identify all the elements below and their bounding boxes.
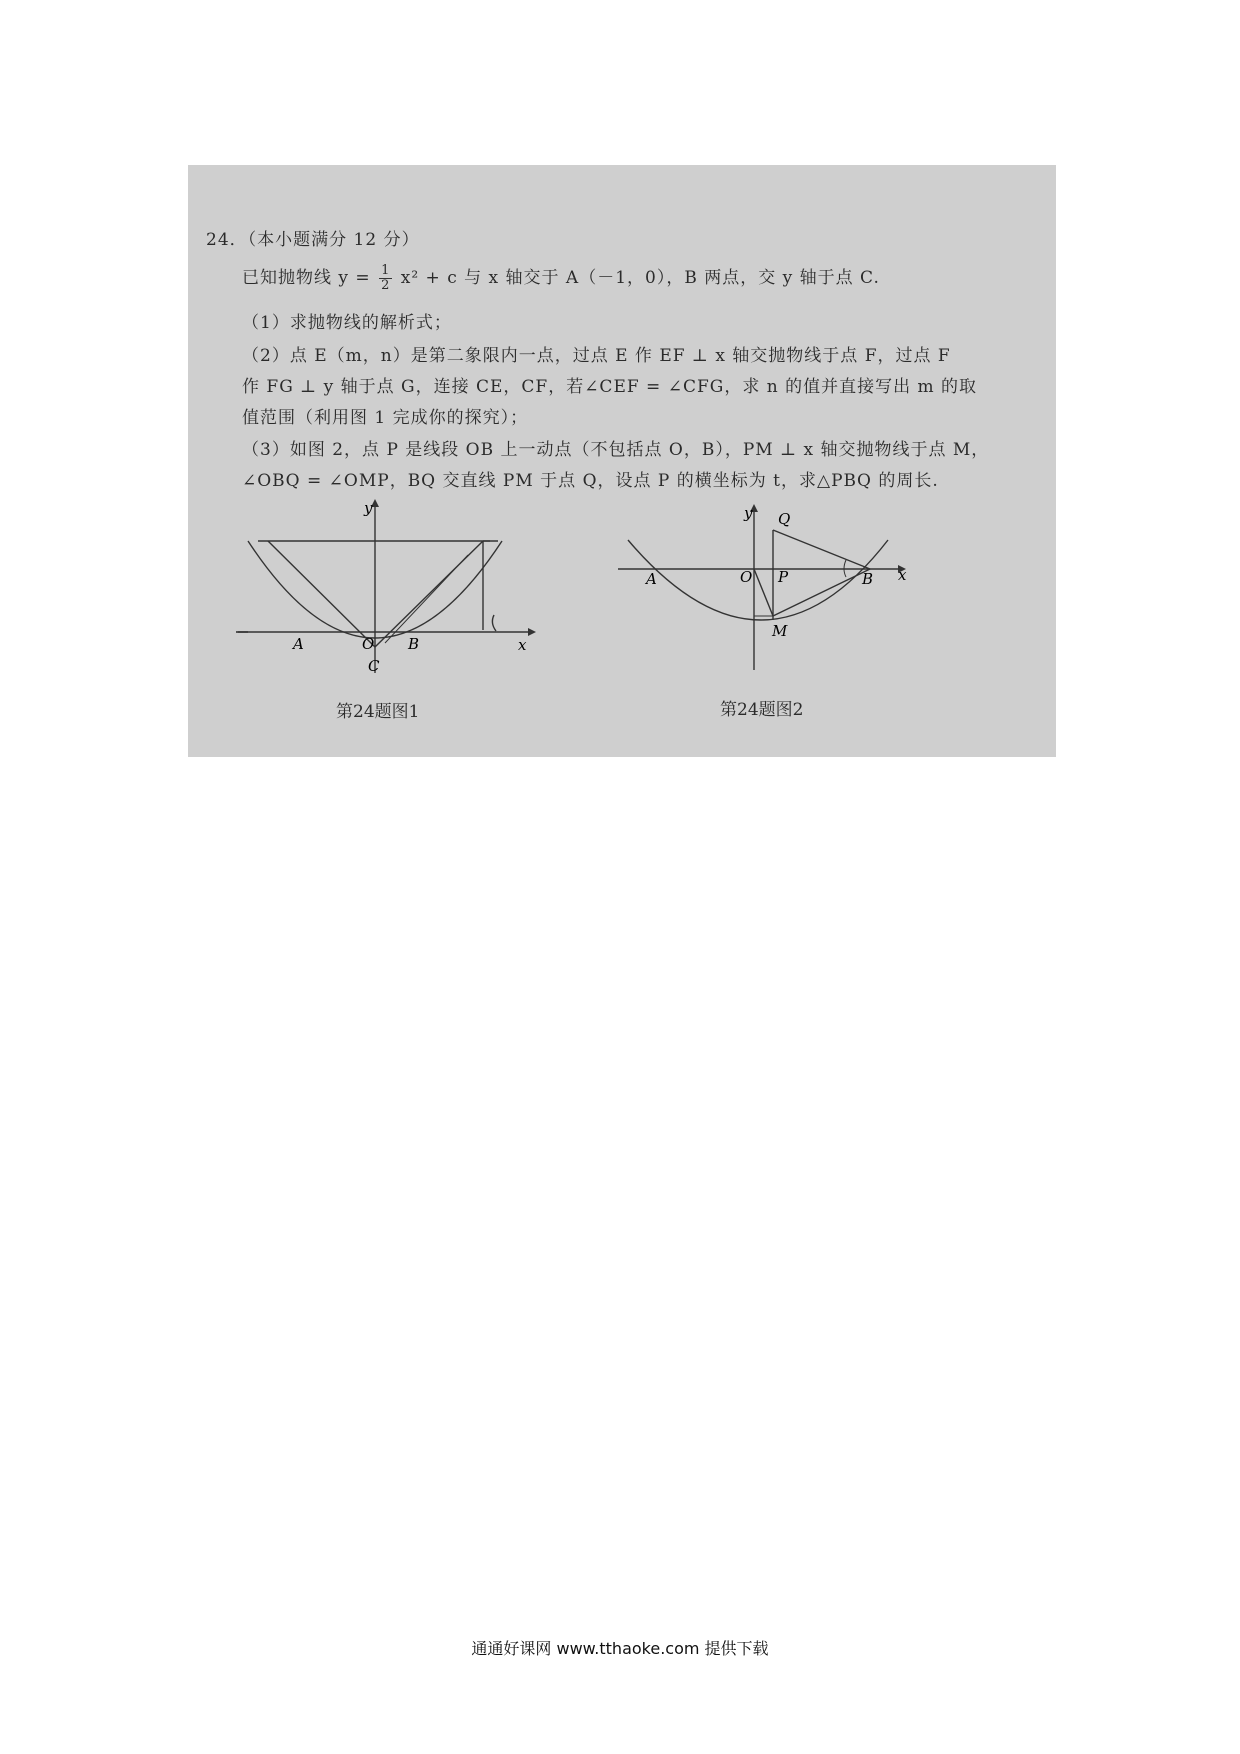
figure-2 <box>608 500 928 680</box>
figure-2-caption: 第24题图2 <box>720 700 804 720</box>
figure-1-caption: 第24题图1 <box>336 702 420 722</box>
fig2-label-a: A <box>646 570 657 588</box>
fig1-label-y: y <box>364 499 373 517</box>
problem-header: 24．（本小题满分 12 分） <box>206 230 420 250</box>
fig2-label-m: M <box>772 622 788 640</box>
fig1-label-o: O <box>362 635 375 653</box>
statement-part-b: x² + c 与 x 轴交于 A（－1，0），B 两点，交 y 轴于点 C. <box>400 268 880 288</box>
page-footer: 通通好课网 www.tthaoke.com 提供下载 <box>471 1639 769 1658</box>
fig1-label-c: C <box>368 657 380 675</box>
fig2-label-b: B <box>862 570 874 588</box>
fig1-label-x: x <box>518 636 527 654</box>
problem-statement <box>242 263 880 293</box>
statement-part-a: 已知抛物线 y = <box>242 268 371 288</box>
fraction-numerator: 1 <box>381 263 391 278</box>
part-1: （1）求抛物线的解析式； <box>242 313 452 333</box>
part-2-line-3: 值范围（利用图 1 完成你的探究）； <box>242 408 529 428</box>
fig2-label-y: y <box>744 504 753 522</box>
fraction <box>379 264 392 293</box>
part-3-line-1: （3）如图 2，点 P 是线段 OB 上一动点（不包括点 O，B），PM ⊥ x 轴交抛物线于点 M， <box>242 440 990 460</box>
fig1-label-a: A <box>293 635 304 653</box>
fig2-label-p: P <box>778 568 789 586</box>
fig2-label-q: Q <box>778 510 791 528</box>
fraction-denominator: 2 <box>381 278 391 293</box>
figure-1 <box>228 495 548 685</box>
segment-qb <box>773 530 870 569</box>
angle-mark <box>492 615 496 631</box>
part-3-line-2: ∠OBQ = ∠OMP，BQ 交直线 PM 于点 Q，设点 P 的横坐标为 t，求△PBQ 的周长. <box>242 471 939 491</box>
segment-om <box>754 569 773 616</box>
part-2-line-2: 作 FG ⊥ y 轴于点 G，连接 CE，CF，若∠CEF = ∠CFG，求 n 的值并直接写出 m 的取 <box>242 377 978 397</box>
segment-ce <box>268 541 375 647</box>
fig1-label-b: B <box>408 635 420 653</box>
part-2-line-1: （2）点 E（m，n）是第二象限内一点，过点 E 作 EF ⊥ x 轴交抛物线于点 F，过点 F <box>242 346 951 366</box>
fig2-label-x: x <box>898 566 907 584</box>
x-axis-arrow <box>528 628 536 636</box>
fig2-label-o: O <box>740 568 753 586</box>
scanned-problem <box>188 165 1056 757</box>
